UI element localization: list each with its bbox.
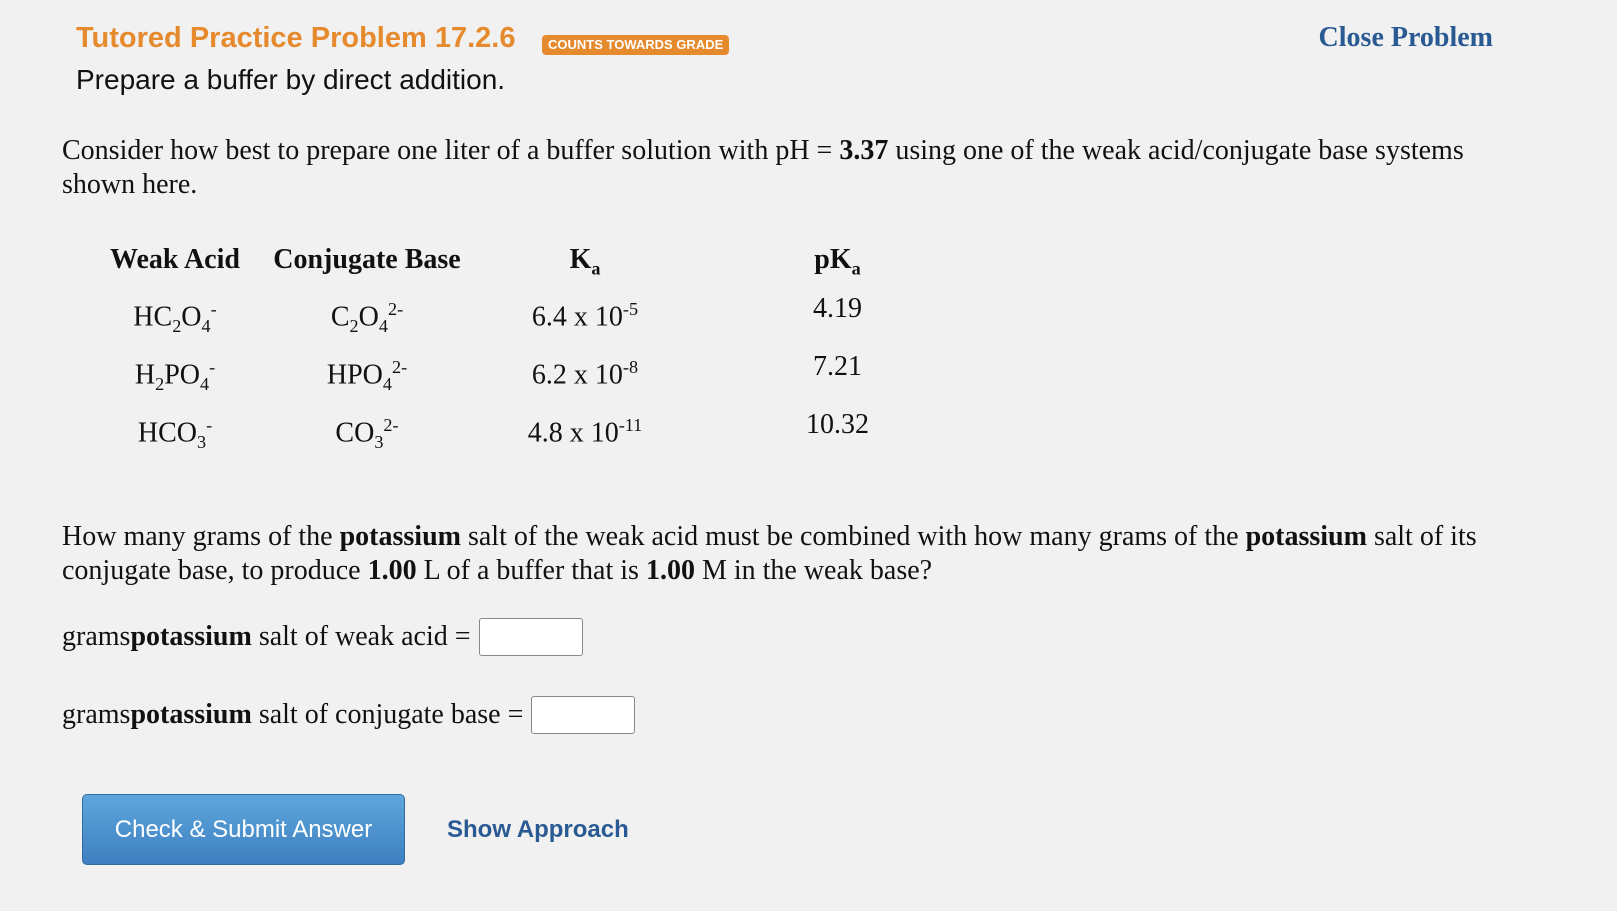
check-submit-button[interactable]: Check & Submit Answer — [82, 794, 405, 865]
pka-cell: 4.19 — [813, 293, 862, 324]
pka-cell: 7.21 — [813, 351, 862, 382]
conjugate-base-cell: $CO_3^{2-}$ — [335, 415, 399, 452]
answer-row-weak-acid — [62, 618, 583, 656]
intro-part1: Consider how best to prepare one liter of a buffer solution with pH = — [62, 135, 840, 166]
counts-towards-grade-badge: COUNTS TOWARDS GRADE — [542, 35, 729, 55]
answer-label-bold: potassium — [130, 699, 252, 730]
conjugate-base-column — [262, 240, 472, 454]
weak-acid-cell: $HCO_3^-$ — [137, 415, 213, 452]
conjugate-base-cell: $C_2O_4^{2-}$ — [330, 299, 404, 336]
intro-part2: using one of the weak acid/conjugate base systems shown here. — [62, 135, 1464, 200]
conjugate-base-cell: $HPO_4^{2-}$ — [326, 357, 408, 394]
question-text: How many grams of the potassium salt of the weak acid must be combined with how many grams of the potassium salt of its conjugate base, to produce 1.00 L of a buffer that is 1.00 M in the weak base? — [62, 521, 1477, 586]
weak-acid-column — [90, 240, 260, 454]
weak-acid-cell: $HC_2O_4^-$ — [133, 299, 217, 336]
ka-header: $K_a$ — [569, 244, 601, 279]
ka-cell: 6.4 x $10^{-5}$ — [531, 299, 639, 333]
weak-acid-cell: $H_2PO_4^-$ — [134, 357, 216, 394]
answer-label-prefix: grams — [62, 621, 131, 652]
problem-title: Tutored Practice Problem 17.2.6 — [76, 22, 516, 54]
ka-cell: 4.8 x $10^{-11}$ — [527, 415, 643, 449]
close-problem-link[interactable]: Close Problem — [1318, 22, 1493, 53]
intro-ph-value: 3.37 — [839, 135, 889, 166]
pka-column — [790, 240, 885, 454]
acid-base-table — [90, 240, 869, 460]
problem-subtitle: Prepare a buffer by direct addition. — [76, 64, 506, 95]
intro-text — [62, 134, 1482, 202]
ka-column — [490, 240, 680, 454]
answer-label-prefix: grams — [62, 699, 131, 730]
weak-acid-header: Weak Acid — [110, 244, 240, 275]
answer-label-suffix: salt of weak acid = — [251, 621, 471, 652]
ka-cell: 6.2 x $10^{-8}$ — [531, 357, 639, 391]
conjugate-base-header: Conjugate Base — [273, 244, 461, 275]
pka-header: $pK_a$ — [814, 244, 861, 279]
weak-acid-grams-input[interactable] — [479, 618, 583, 656]
show-approach-link[interactable]: Show Approach — [447, 816, 629, 843]
pka-cell: 10.32 — [806, 409, 869, 440]
conjugate-base-grams-input[interactable] — [531, 696, 635, 734]
answer-row-conjugate-base — [62, 696, 635, 734]
answer-label-suffix: salt of conjugate base = — [251, 699, 524, 730]
answer-label-bold: potassium — [130, 621, 252, 652]
